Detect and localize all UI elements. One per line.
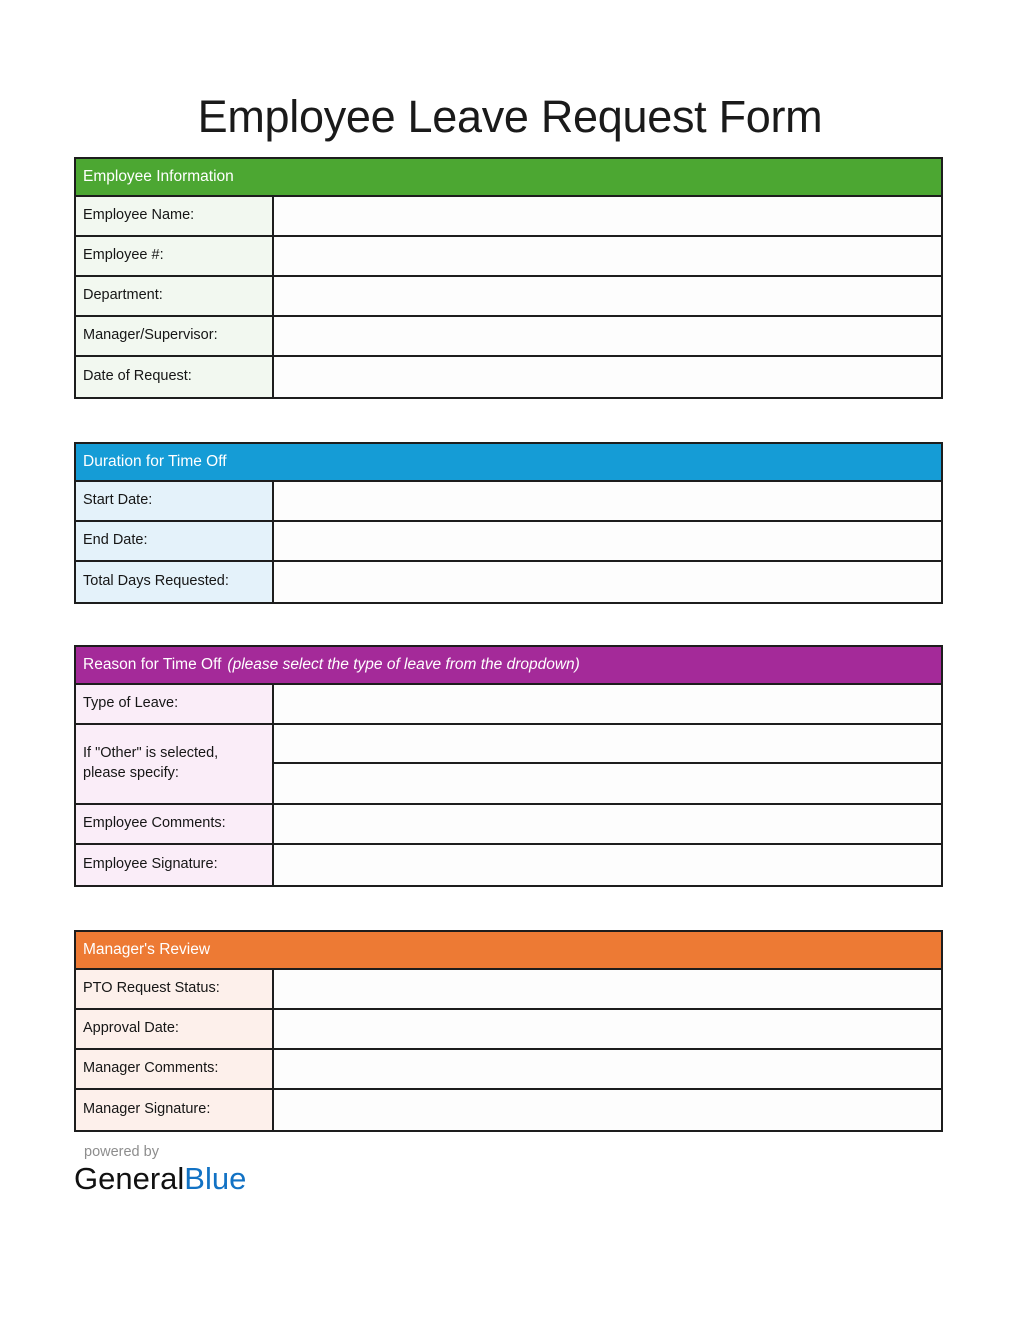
form-row-other-specify <box>76 725 941 805</box>
section-header-label: Duration for Time Off <box>83 453 227 471</box>
brand-name <box>74 1160 374 1196</box>
label-pto-request-status <box>76 970 274 1008</box>
form-row-employee-comments <box>76 805 941 845</box>
section-header-note: (please select the type of leave from the dropdown) <box>227 656 580 674</box>
label-text: Employee Signature: <box>83 856 218 873</box>
input-department[interactable] <box>274 277 941 315</box>
input-employee-number[interactable] <box>274 237 941 275</box>
label-manager-signature <box>76 1090 274 1130</box>
label-text: Employee Name: <box>83 207 195 224</box>
label-end-date <box>76 522 274 560</box>
form-row-employee-signature <box>76 845 941 885</box>
label-employee-comments <box>76 805 274 843</box>
input-end-date[interactable] <box>274 522 941 560</box>
form-row-type-of-leave <box>76 685 941 725</box>
label-text-line-2: please specify: <box>83 765 179 781</box>
brand-name-blue: Blue <box>184 1160 247 1196</box>
section-employee-information <box>74 157 943 399</box>
label-approval-date <box>76 1010 274 1048</box>
section-header-reason-for-time-off <box>76 647 941 685</box>
input-manager-supervisor[interactable] <box>274 317 941 355</box>
input-approval-date[interactable] <box>274 1010 941 1048</box>
brand-name-general: General <box>74 1160 185 1196</box>
form-row-start-date <box>76 482 941 522</box>
label-text: Employee #: <box>83 247 164 264</box>
dropdown-type-of-leave[interactable] <box>274 685 941 723</box>
form-row-manager-supervisor <box>76 317 941 357</box>
input-employee-comments[interactable] <box>274 805 941 843</box>
section-header-label: Manager's Review <box>83 941 211 959</box>
input-employee-signature[interactable] <box>274 845 941 885</box>
form-row-total-days-requested <box>76 562 941 602</box>
input-manager-signature[interactable] <box>274 1090 941 1130</box>
input-other-specify-line-2[interactable] <box>274 764 941 803</box>
input-manager-comments[interactable] <box>274 1050 941 1088</box>
form-row-approval-date <box>76 1010 941 1050</box>
label-employee-name <box>76 197 274 235</box>
label-other-specify <box>76 725 274 803</box>
label-total-days-requested <box>76 562 274 602</box>
label-department <box>76 277 274 315</box>
section-reason-for-time-off <box>74 645 943 887</box>
form-row-manager-comments <box>76 1050 941 1090</box>
input-pto-request-status[interactable] <box>274 970 941 1008</box>
form-row-pto-request-status <box>76 970 941 1010</box>
label-text: PTO Request Status: <box>83 980 220 997</box>
input-employee-name[interactable] <box>274 197 941 235</box>
form-row-employee-number <box>76 237 941 277</box>
input-date-of-request[interactable] <box>274 357 941 397</box>
label-text: Employee Comments: <box>83 815 226 832</box>
label-text: Start Date: <box>83 492 153 509</box>
section-header-employee-information <box>76 159 941 197</box>
page-title: Employee Leave Request Form <box>197 91 823 143</box>
label-employee-number <box>76 237 274 275</box>
label-text: Approval Date: <box>83 1020 179 1037</box>
label-text: Manager Comments: <box>83 1060 219 1077</box>
label-date-of-request <box>76 357 274 397</box>
brand-logo <box>74 1145 374 1195</box>
form-row-employee-name <box>76 197 941 237</box>
section-header-label: Reason for Time Off <box>83 656 222 674</box>
brand-powered-by-text: powered by <box>84 1144 159 1160</box>
section-header-duration-for-time-off <box>76 444 941 482</box>
input-start-date[interactable] <box>274 482 941 520</box>
label-type-of-leave <box>76 685 274 723</box>
label-manager-comments <box>76 1050 274 1088</box>
form-row-manager-signature <box>76 1090 941 1130</box>
label-text: Date of Request: <box>83 368 192 385</box>
label-text: Total Days Requested: <box>83 573 229 590</box>
label-text: Manager/Supervisor: <box>83 327 218 344</box>
label-manager-supervisor <box>76 317 274 355</box>
input-other-specify-group <box>274 725 941 803</box>
form-row-date-of-request <box>76 357 941 397</box>
input-total-days-requested[interactable] <box>274 562 941 602</box>
section-header-managers-review <box>76 932 941 970</box>
section-header-label: Employee Information <box>83 168 234 186</box>
label-text: Manager Signature: <box>83 1101 211 1118</box>
label-employee-signature <box>76 845 274 885</box>
label-text: Department: <box>83 287 163 304</box>
label-text: End Date: <box>83 532 148 549</box>
form-row-end-date <box>76 522 941 562</box>
label-text: Type of Leave: <box>83 695 179 712</box>
label-text-line-1: If "Other" is selected, <box>83 745 219 762</box>
label-start-date <box>76 482 274 520</box>
section-duration-for-time-off <box>74 442 943 604</box>
section-managers-review <box>74 930 943 1132</box>
form-row-department <box>76 277 941 317</box>
input-other-specify-line-1[interactable] <box>274 725 941 764</box>
